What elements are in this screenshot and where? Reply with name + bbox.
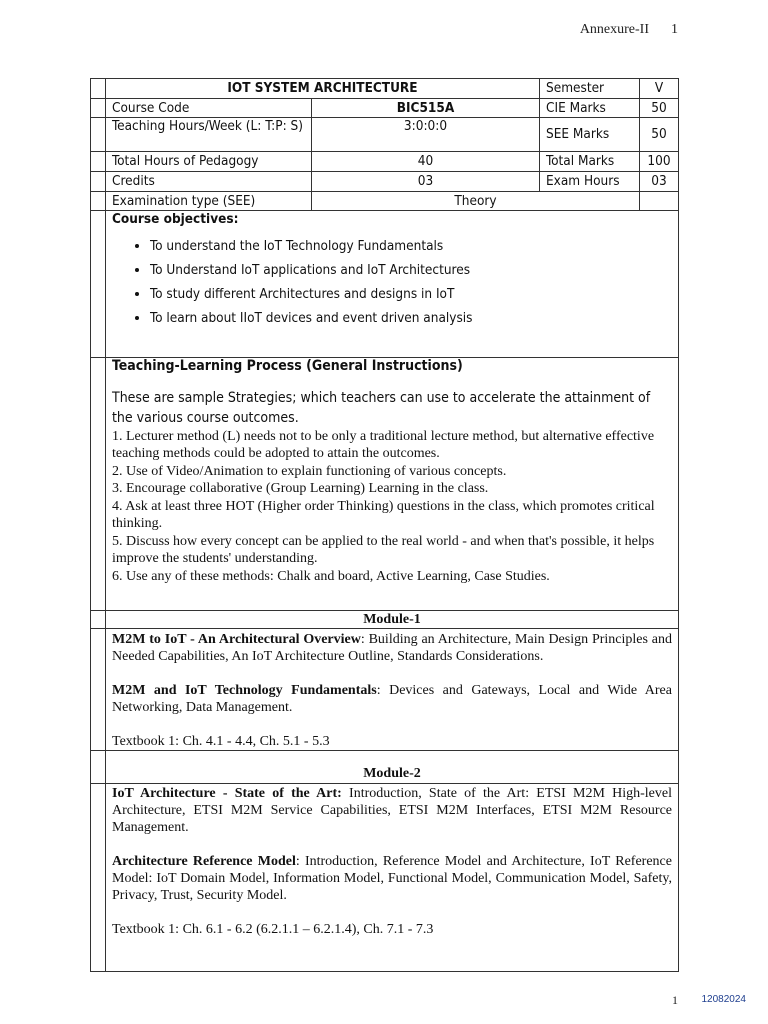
gutter-cell: [91, 172, 106, 192]
module1-topic-2-text: : Devices and Gateways, Local and Wide Area Networking, Data Management.: [112, 683, 672, 715]
page-header: [580, 22, 678, 38]
gutter-cell: [91, 358, 106, 611]
gutter-cell: [91, 99, 106, 118]
teaching-item: 6. Use any of these methods: Chalk and board, Active Learning, Case Studies.: [112, 568, 550, 584]
annexure-label: Annexure-II: [579, 22, 649, 37]
module2-topic-1-text: Introduction, State of the Art: ETSI M2M High-level Architecture, ETSI M2M Service Capabilities, ETSI M2M Interfaces, ETSI M2M Resource Management.: [112, 786, 672, 835]
module2-paragraph: [112, 785, 672, 836]
semester-label: Semester: [540, 79, 640, 99]
gutter-cell: [91, 784, 106, 972]
empty-cell: [640, 192, 679, 211]
module1-paragraph: [112, 631, 672, 665]
row-module2-title: [91, 751, 679, 784]
footer-document-id: 12082024: [701, 994, 746, 1005]
teaching-hours-label: Teaching Hours/Week (L: T:P: S): [106, 118, 312, 152]
cie-marks-label: CIE Marks: [540, 99, 640, 118]
gutter-cell: [91, 152, 106, 172]
row-exam-type: [91, 192, 679, 211]
objective-item: • To understand the IoT Technology Fundamentals: [150, 238, 672, 255]
exam-type-value: Theory: [312, 192, 640, 211]
course-objectives: [106, 211, 679, 358]
row-code: [91, 99, 679, 118]
exam-hours-label: Exam Hours: [540, 172, 640, 192]
total-marks-value: 100: [640, 152, 679, 172]
pedagogy-hours-label: Total Hours of Pedagogy: [106, 152, 312, 172]
teaching-hours-value: 3:0:0:0: [312, 118, 540, 152]
row-teaching-process: [91, 358, 679, 611]
objectives-list: [112, 238, 672, 327]
module2-body: [106, 784, 679, 972]
gutter-cell: [91, 211, 106, 358]
exam-hours-value: 03: [640, 172, 679, 192]
footer-page-number: 1: [672, 993, 678, 1007]
exam-type-label: Examination type (SEE): [106, 192, 312, 211]
course-code-value: BIC515A: [312, 99, 540, 118]
module2-textbook: Textbook 1: Ch. 6.1 - 6.2 (6.2.1.1 – 6.2.1.4), Ch. 7.1 - 7.3: [112, 922, 434, 937]
teaching-item: 5. Discuss how every concept can be applied to the real world - and when that's possible, it helps improve the students' understanding.: [112, 533, 655, 566]
row-module2-body: [91, 784, 679, 972]
row-module1-title: [91, 611, 679, 629]
course-code-label: Course Code: [106, 99, 312, 118]
gutter-cell: [91, 79, 106, 99]
objective-item: • To study different Architectures and designs in IoT: [150, 286, 672, 303]
row-credits: [91, 172, 679, 192]
module2-topic-2: Architecture Reference Model: [112, 854, 296, 869]
gutter-cell: [91, 611, 106, 629]
total-marks-label: Total Marks: [540, 152, 640, 172]
module2-title: Module-2: [106, 751, 679, 784]
course-title: IOT SYSTEM ARCHITECTURE: [106, 79, 540, 99]
module2-topic-1: IoT Architecture - State of the Art:: [112, 786, 342, 801]
teaching-item: 3. Encourage collaborative (Group Learning) Learning in the class.: [112, 481, 489, 496]
objectives-heading: Course objectives:: [112, 211, 239, 227]
module2-topic-2-text: : Introduction, Reference Model and Architecture, IoT Reference Model: IoT Domain Model, Information Model, Functional Model, Communication Model, Safety, Privacy, Trust, Security Model.: [112, 854, 672, 903]
module1-paragraph: [112, 682, 672, 716]
see-marks-label: SEE Marks: [540, 118, 640, 152]
teaching-item: 1. Lecturer method (L) needs not to be only a traditional lecture method, but alternative effective teaching methods could be adopted to attain the outcomes.: [112, 428, 655, 461]
teaching-item: 2. Use of Video/Animation to explain functioning of various concepts.: [112, 463, 507, 479]
syllabus-table: [90, 78, 679, 972]
credits-label: Credits: [106, 172, 312, 192]
header-page-number: 1: [671, 22, 678, 37]
gutter-cell: [91, 751, 106, 784]
row-objectives: [91, 211, 679, 358]
objective-item: • To learn about IIoT devices and event driven analysis: [150, 310, 672, 327]
cie-marks-value: 50: [640, 99, 679, 118]
module1-title: Module-1: [106, 611, 679, 629]
gutter-cell: [91, 192, 106, 211]
module1-textbook: Textbook 1: Ch. 4.1 - 4.4, Ch. 5.1 - 5.3: [112, 734, 330, 749]
module1-body: [106, 629, 679, 751]
row-module1-body: [91, 629, 679, 751]
teaching-heading: Teaching-Learning Process (General Instructions): [112, 358, 463, 374]
gutter-cell: [91, 118, 106, 152]
gutter-cell: [91, 629, 106, 751]
semester-value: V: [640, 79, 679, 99]
pedagogy-hours-value: 40: [312, 152, 540, 172]
module1-topic-1-text: : Building an Architecture, Main Design Principles and Needed Capabilities, An IoT Architecture Outline, Standards Considerations.: [112, 632, 673, 664]
module1-topic-2: M2M and IoT Technology Fundamentals: [112, 683, 377, 698]
module2-paragraph: [112, 853, 672, 904]
objective-item: • To Understand IoT applications and IoT Architectures: [150, 262, 672, 279]
teaching-learning-process: [106, 358, 679, 611]
credits-value: 03: [312, 172, 540, 192]
teaching-intro: These are sample Strategies; which teachers can use to accelerate the attainment of the various course outcomes.: [112, 389, 651, 426]
row-pedagogy: [91, 152, 679, 172]
teaching-item: 4. Ask at least three HOT (Higher order Thinking) questions in the class, which promotes critical thinking.: [112, 498, 655, 531]
see-marks-value: 50: [640, 118, 679, 152]
row-hours: [91, 118, 679, 152]
module1-topic-1: M2M to IoT - An Architectural Overview: [112, 632, 361, 647]
row-title: [91, 79, 679, 99]
